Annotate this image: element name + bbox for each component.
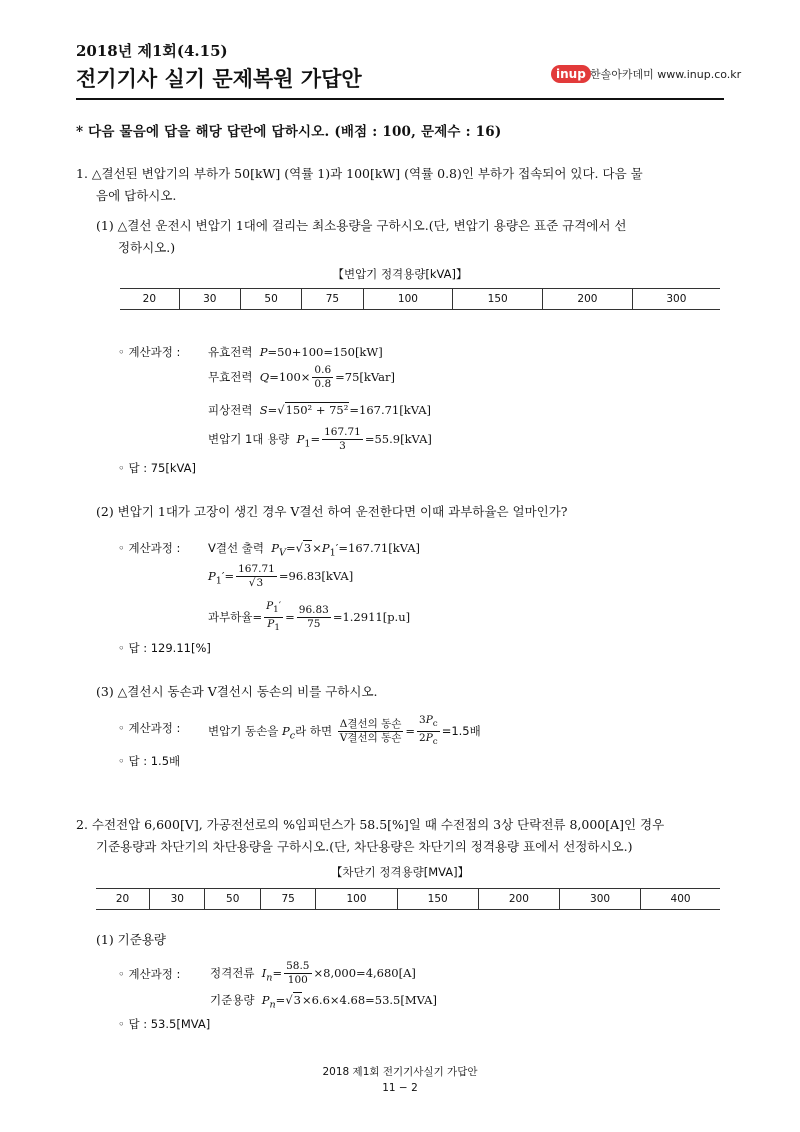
table-cell: 400: [641, 889, 720, 910]
q2-p1-answer: ◦ 답 : 53.5[MVA]: [118, 1017, 211, 1031]
inup-logo: inup: [551, 65, 591, 83]
q1-p1-calc-line3: 피상전력 S=√150² + 75²=167.71[kVA]: [208, 403, 432, 417]
q2-p1-line1: (1) 기준용량: [96, 932, 166, 947]
table-cell: 150: [453, 289, 543, 310]
q1-p1-calc-line1: 유효전력 P=50+100=150[kW]: [208, 345, 383, 359]
q1-p2-calc-line2: $P_1'=$ $\frac{167.71}{√3}$ =96.83[kVA]: [208, 563, 354, 589]
q1-text-line2: 음에 답하시오.: [96, 188, 177, 203]
exam-date: 2018년 제1회(4.15): [76, 42, 228, 60]
table-cell: 30: [150, 889, 205, 910]
academy-site: 한솔아카데미 www.inup.co.kr: [590, 68, 742, 81]
table-cell: 30: [179, 289, 240, 310]
table-cell: 50: [205, 889, 260, 910]
table-cell: 50: [240, 289, 301, 310]
page-number: 11 − 2: [382, 1082, 418, 1094]
q1-p1-calc-label: ◦ 계산과정 :: [118, 345, 181, 359]
footer-title: 2018 제1회 전기기사실기 가답안: [322, 1066, 478, 1078]
q1-p2-calc-label: ◦ 계산과정 :: [118, 541, 181, 555]
q1-text-line1: 1. △결선된 변압기의 부하가 50[kW] (역률 1)과 100[kW] (역률 0.8)인 부하가 접속되어 있다. 다음 물: [76, 166, 643, 181]
q1-p3-calc-label: ◦ 계산과정 :: [118, 721, 181, 735]
transformer-table-caption: 【변압기 정격용량[kVA]】: [332, 267, 468, 281]
table-cell: 200: [543, 289, 633, 310]
table-cell: 150: [397, 889, 478, 910]
table-cell: 300: [559, 889, 640, 910]
table-cell: 20: [142, 293, 157, 305]
q1-p1-line2: 정하시오.): [118, 240, 176, 255]
q1-p1-line1: (1) △결선 운전시 변압기 1대에 걸리는 최소용량을 구하시오.(단, 변압기 용량은 표준 규격에서 선: [96, 218, 627, 233]
q2-text-line1: 2. 수전전압 6,600[V], 가공전선로의 %임피던스가 58.5[%]일 때 수전점의 3상 단락전류 8,000[A]인 경우: [76, 817, 665, 832]
q1-p2-calc-line3: 과부하율= $\frac{P_1'}{P_1}$ = $\frac{96.83}{75}$ =1.2911[p.u]: [208, 600, 411, 634]
q1-p1-calc-line4: 변압기 1대 용량 $P_1=$ $\frac{167.71}{3}$ =55.9[kVA]: [208, 426, 432, 452]
table-cell: 100: [363, 289, 453, 310]
table-cell: 300: [632, 289, 720, 310]
page-title: 전기기사 실기 문제복원 가답안: [76, 66, 362, 91]
q1-p2-calc-line1: V결선 출력 $P_V=√3\times P_1'=167.71[kVA]$: [208, 541, 421, 559]
q1-p3-line1: (3) △결선시 동손과 V결선시 동손의 비를 구하시오.: [96, 684, 378, 699]
instructions: * 다음 물음에 답을 해당 답란에 답하시오. (배점 : 100, 문제수 : 16): [76, 124, 502, 140]
q2-p1-calc-line2: 기준용량 $P_n=√3\times 6.6\times 4.68=53.5[MVA]$: [210, 993, 437, 1011]
q2-p1-calc-line1: 정격전류 $I_n=$ $\frac{58.5}{100}$ ×8,000=4,680[A]: [210, 960, 416, 986]
q1-p3-calc-line1: 변압기 동손을 $P_c$라 하면 $\frac{\text{Δ결선의 동손}}{\text{V결선의 동손}}$ = $\frac{3P_c}{2P_c}$ =1.5배: [208, 714, 481, 748]
table-cell: 75: [260, 889, 315, 910]
breaker-rating-table: [96, 888, 720, 910]
q1-p2-answer: ◦ 답 : 129.11[%]: [118, 641, 211, 655]
table-cell: 200: [478, 889, 559, 910]
breaker-table-caption: 【차단기 정격용량[MVA]】: [330, 865, 470, 879]
table-cell: 100: [316, 889, 397, 910]
header-rule: [76, 98, 724, 100]
q1-p2-line1: (2) 변압기 1대가 고장이 생긴 경우 V결선 하여 운전한다면 이때 과부하율은 얼마인가?: [96, 504, 568, 519]
q1-p1-calc-line2: 무효전력 Q=100× $\frac{0.6}{0.8}$ =75[kVar]: [208, 364, 395, 390]
q1-p3-answer: ◦ 답 : 1.5배: [118, 754, 181, 768]
q1-p1-answer: ◦ 답 : 75[kVA]: [118, 461, 196, 475]
table-cell: 20: [115, 893, 130, 905]
q2-p1-calc-label: ◦ 계산과정 :: [118, 967, 181, 981]
table-cell: 75: [302, 289, 363, 310]
transformer-rating-table: [120, 288, 720, 310]
q2-text-line2: 기준용량과 차단기의 차단용량을 구하시오.(단, 차단용량은 차단기의 정격용량 표에서 선정하시오.): [96, 839, 633, 854]
